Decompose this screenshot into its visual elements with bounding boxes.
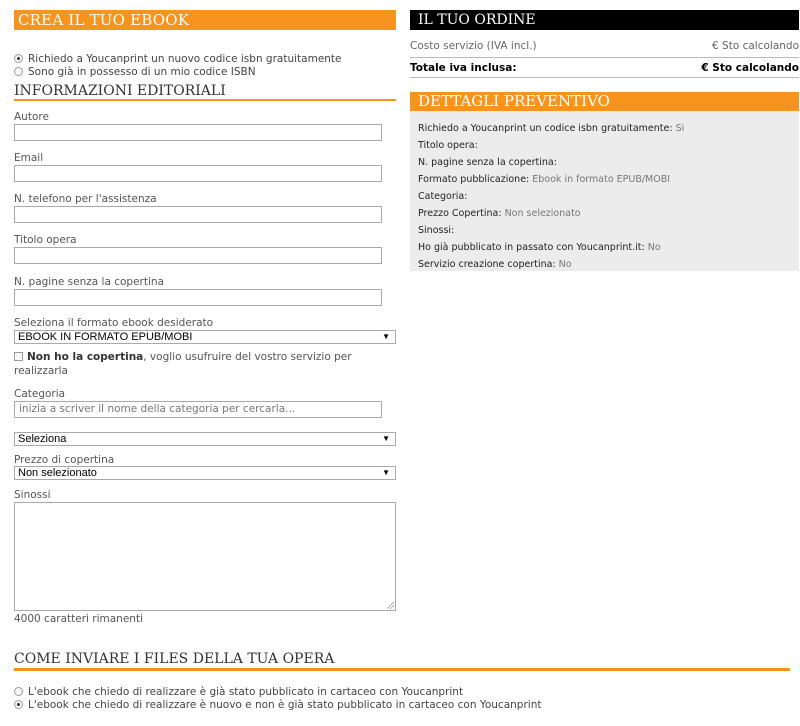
radio-request-isbn[interactable] <box>14 54 23 63</box>
email-label: Email <box>14 152 44 164</box>
detail-row: Formato pubblicazione: Ebook in formato EPUB/MOBI <box>418 174 671 185</box>
categoria-select[interactable]: Seleziona ▼ <box>14 432 396 446</box>
dettagli-preventivo-box <box>410 92 799 271</box>
categoria-label: Categoria <box>14 388 66 400</box>
costo-row: Costo servizio (IVA incl.) € Sto calcolando <box>410 40 799 52</box>
categoria-search-input[interactable]: inizia a scriver il nome della categoria per cercarla... <box>14 401 382 418</box>
detail-row: Servizio creazione copertina: No <box>418 259 572 270</box>
radio-published[interactable] <box>14 687 23 696</box>
autore-label: Autore <box>14 111 49 123</box>
telefono-label: N. telefono per l'assistenza <box>14 193 157 205</box>
telefono-input[interactable] <box>14 206 382 223</box>
totale-row: Totale iva inclusa: € Sto calcolando <box>410 57 799 78</box>
pagine-input[interactable] <box>14 289 382 306</box>
crea-ebook-header: CREA IL TUO EBOOK <box>14 10 396 30</box>
order-panel <box>410 10 799 271</box>
formato-select[interactable]: EBOOK IN FORMATO EPUB/MOBI ▼ <box>14 330 396 344</box>
informazioni-editoriali-title: INFORMAZIONI EDITORIALI <box>14 82 396 101</box>
files-section-title: COME INVIARE I FILES DELLA TUA OPERA <box>14 650 790 671</box>
copertina-checkbox[interactable] <box>14 352 23 361</box>
files-section <box>14 650 790 711</box>
order-header: IL TUO ORDINE <box>410 10 799 30</box>
detail-row: Ho già pubblicato in passato con Youcanprint.it: No <box>418 242 661 253</box>
sinossi-textarea[interactable] <box>14 502 396 611</box>
detail-row: Prezzo Copertina: Non selezionato <box>418 208 581 219</box>
ebook-form <box>14 10 396 626</box>
chevron-down-icon: ▼ <box>382 332 390 341</box>
isbn-option-own[interactable]: Sono già in possesso di un mio codice ISBN <box>14 65 396 78</box>
radio-new[interactable] <box>14 700 23 709</box>
detail-row: Categoria: <box>418 191 468 202</box>
email-input[interactable] <box>14 165 382 182</box>
titolo-input[interactable] <box>14 247 382 264</box>
detail-row: N. pagine senza la copertina: <box>418 157 557 168</box>
files-option-published[interactable]: L'ebook che chiedo di realizzare è già stato pubblicato in cartaceo con Youcanprint <box>14 685 790 698</box>
files-option-new[interactable]: L'ebook che chiedo di realizzare è nuovo e non è già stato pubblicato in cartaceo con Youcanprint <box>14 698 790 711</box>
prezzo-label: Prezzo di copertina <box>14 454 115 466</box>
detail-row: Sinossi: <box>418 225 455 236</box>
chevron-down-icon: ▼ <box>382 434 390 443</box>
dettagli-preventivo-header: DETTAGLI PREVENTIVO <box>410 92 799 111</box>
prezzo-select[interactable]: Non selezionato ▼ <box>14 466 396 480</box>
copertina-option[interactable]: Non ho la copertina, voglio usufruire del vostro servizio per realizzarla <box>14 351 352 377</box>
sinossi-counter: 4000 caratteri rimanenti <box>14 613 143 625</box>
pagine-label: N. pagine senza la copertina <box>14 276 164 288</box>
resize-handle-icon[interactable] <box>387 602 394 609</box>
radio-own-isbn[interactable] <box>14 67 23 76</box>
formato-label: Seleziona il formato ebook desiderato <box>14 317 214 329</box>
detail-row: Richiedo a Youcanprint un codice isbn gratuitamente: Si <box>418 123 685 134</box>
titolo-label: Titolo opera <box>14 234 77 246</box>
dettagli-list <box>410 111 799 273</box>
detail-row: Titolo opera: <box>418 140 478 151</box>
sinossi-label: Sinossi <box>14 489 51 501</box>
chevron-down-icon: ▼ <box>382 468 390 477</box>
autore-input[interactable] <box>14 124 382 141</box>
isbn-option-request[interactable]: Richiedo a Youcanprint un nuovo codice isbn gratuitamente <box>14 52 396 65</box>
